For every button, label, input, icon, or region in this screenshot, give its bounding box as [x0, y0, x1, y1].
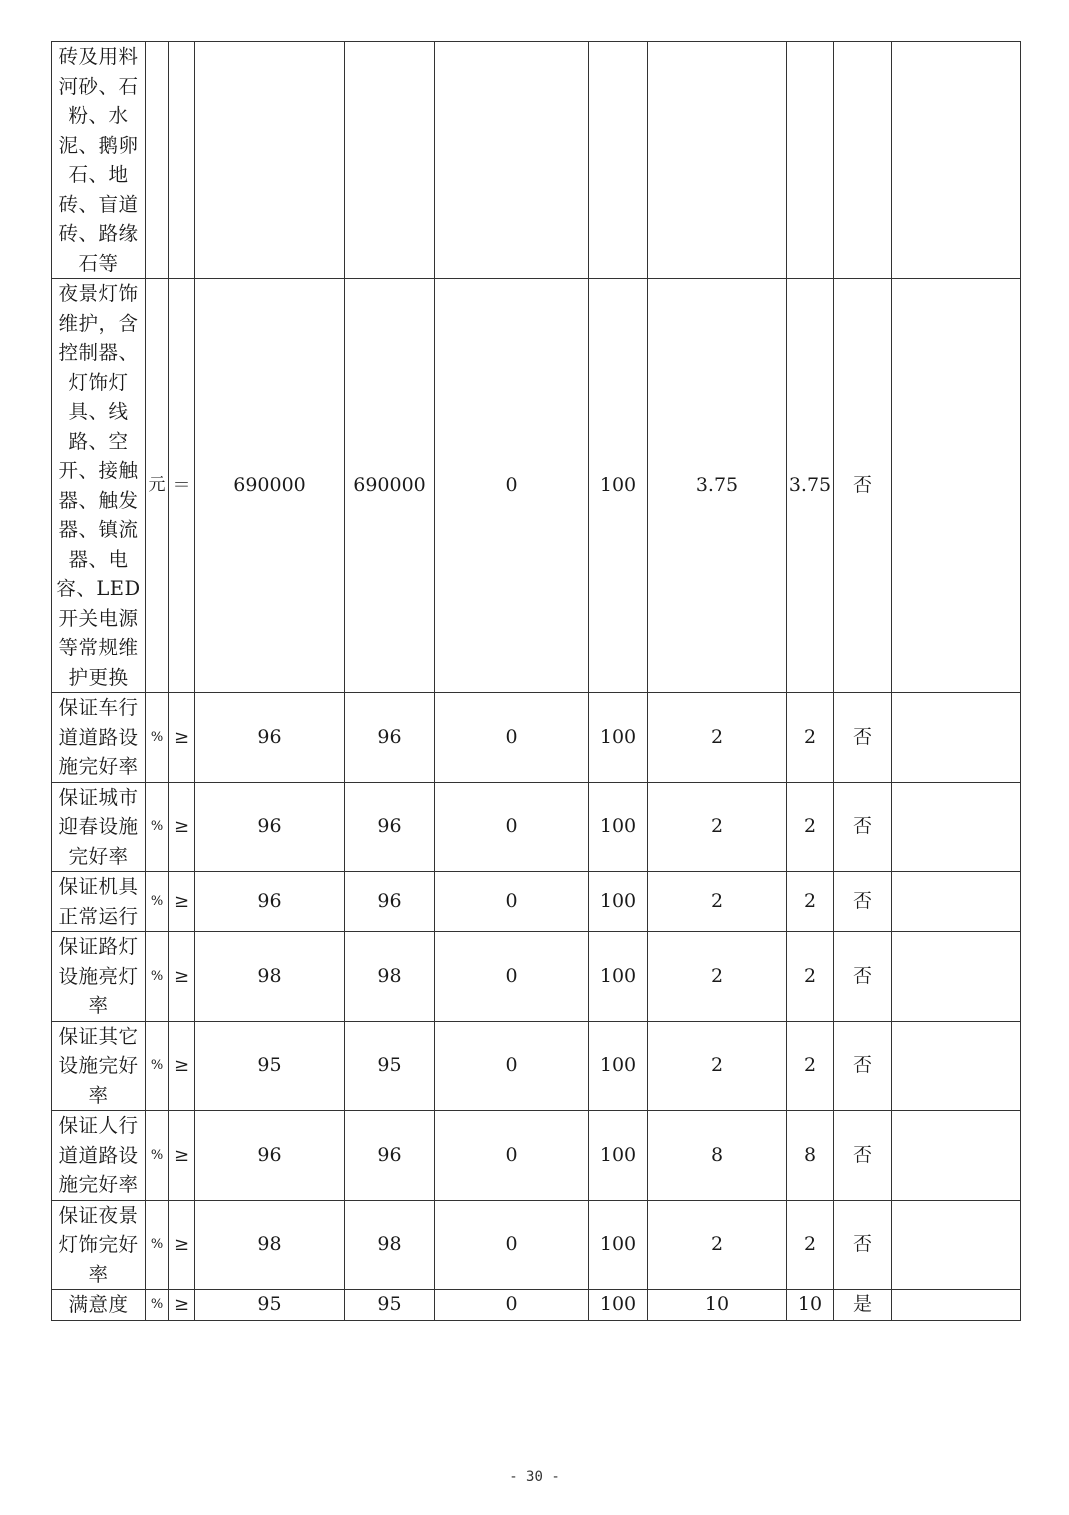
target-value: 96 [195, 872, 345, 932]
unit-cell: % [146, 1111, 169, 1201]
operator-cell [169, 42, 195, 279]
remark-cell [892, 1021, 1021, 1111]
table-row [52, 1200, 1021, 1290]
table-row [52, 1111, 1021, 1201]
table-row [52, 1290, 1021, 1321]
target-value: 95 [195, 1290, 345, 1321]
unit-cell: % [146, 1200, 169, 1290]
table-row [52, 42, 1021, 279]
remark-cell [892, 782, 1021, 872]
indicator-name: 保证其它设施完好率 [52, 1021, 146, 1111]
deviation-value: 0 [435, 872, 589, 932]
table-row [52, 932, 1021, 1022]
remark-cell [892, 932, 1021, 1022]
target-value [195, 42, 345, 279]
completion-value: 100 [589, 279, 648, 693]
target-value: 95 [195, 1021, 345, 1111]
completion-value: 100 [589, 1200, 648, 1290]
unit-cell: % [146, 872, 169, 932]
score-value: 3.75 [787, 279, 834, 693]
deviation-value: 0 [435, 1021, 589, 1111]
actual-value: 690000 [345, 279, 435, 693]
weight-value: 2 [648, 693, 787, 783]
operator-cell: ≥ [169, 782, 195, 872]
remark-cell [892, 872, 1021, 932]
remark-cell [892, 279, 1021, 693]
score-value: 2 [787, 693, 834, 783]
completion-value [589, 42, 648, 279]
actual-value [345, 42, 435, 279]
score-value: 2 [787, 1200, 834, 1290]
score-value [787, 42, 834, 279]
deviation-value [435, 42, 589, 279]
weight-value: 2 [648, 1021, 787, 1111]
operator-cell: ≥ [169, 932, 195, 1022]
operator-cell: ≥ [169, 1290, 195, 1321]
core-indicator-flag: 否 [834, 1111, 892, 1201]
completion-value: 100 [589, 932, 648, 1022]
table-row [52, 693, 1021, 783]
weight-value: 3.75 [648, 279, 787, 693]
core-indicator-flag: 否 [834, 1021, 892, 1111]
operator-cell: ≥ [169, 872, 195, 932]
core-indicator-flag: 否 [834, 1200, 892, 1290]
deviation-value: 0 [435, 1290, 589, 1321]
deviation-value: 0 [435, 782, 589, 872]
target-value: 98 [195, 1200, 345, 1290]
indicator-name: 保证夜景灯饰完好率 [52, 1200, 146, 1290]
table-row [52, 782, 1021, 872]
operator-cell: ≥ [169, 1200, 195, 1290]
core-indicator-flag: 是 [834, 1290, 892, 1321]
operator-cell: ≥ [169, 1111, 195, 1201]
indicator-name: 保证车行道道路设施完好率 [52, 693, 146, 783]
unit-cell: % [146, 1021, 169, 1111]
unit-cell [146, 42, 169, 279]
core-indicator-flag [834, 42, 892, 279]
remark-cell [892, 1200, 1021, 1290]
operator-cell: ≥ [169, 1021, 195, 1111]
weight-value: 2 [648, 782, 787, 872]
unit-cell: % [146, 1290, 169, 1321]
core-indicator-flag: 否 [834, 279, 892, 693]
indicator-name: 夜景灯饰维护，含控制器、灯饰灯具、线路、空开、接触器、触发器、镇流器、电容、LED开关电源等常规维护更换 [52, 279, 146, 693]
core-indicator-flag: 否 [834, 872, 892, 932]
target-value: 96 [195, 782, 345, 872]
target-value: 690000 [195, 279, 345, 693]
weight-value [648, 42, 787, 279]
actual-value: 98 [345, 932, 435, 1022]
deviation-value: 0 [435, 1200, 589, 1290]
core-indicator-flag: 否 [834, 782, 892, 872]
score-value: 2 [787, 1021, 834, 1111]
table-row [52, 1021, 1021, 1111]
operator-cell: ＝ [169, 279, 195, 693]
score-value: 10 [787, 1290, 834, 1321]
table-row [52, 279, 1021, 693]
actual-value: 96 [345, 782, 435, 872]
completion-value: 100 [589, 782, 648, 872]
indicator-name: 保证城市迎春设施完好率 [52, 782, 146, 872]
completion-value: 100 [589, 693, 648, 783]
actual-value: 95 [345, 1290, 435, 1321]
indicator-name: 保证机具正常运行 [52, 872, 146, 932]
unit-cell: 元 [146, 279, 169, 693]
completion-value: 100 [589, 1021, 648, 1111]
indicator-name: 保证路灯设施亮灯率 [52, 932, 146, 1022]
remark-cell [892, 42, 1021, 279]
deviation-value: 0 [435, 932, 589, 1022]
weight-value: 2 [648, 932, 787, 1022]
completion-value: 100 [589, 1111, 648, 1201]
weight-value: 2 [648, 872, 787, 932]
deviation-value: 0 [435, 693, 589, 783]
target-value: 96 [195, 693, 345, 783]
weight-value: 8 [648, 1111, 787, 1201]
actual-value: 96 [345, 872, 435, 932]
completion-value: 100 [589, 872, 648, 932]
actual-value: 95 [345, 1021, 435, 1111]
score-value: 2 [787, 932, 834, 1022]
indicator-name: 砖及用料河砂、石粉、水泥、鹅卵石、地砖、盲道砖、路缘石等 [52, 42, 146, 279]
indicator-name: 保证人行道道路设施完好率 [52, 1111, 146, 1201]
unit-cell: % [146, 693, 169, 783]
target-value: 96 [195, 1111, 345, 1201]
remark-cell [892, 693, 1021, 783]
indicator-name: 满意度 [52, 1290, 146, 1321]
actual-value: 98 [345, 1200, 435, 1290]
core-indicator-flag: 否 [834, 932, 892, 1022]
target-value: 98 [195, 932, 345, 1022]
weight-value: 10 [648, 1290, 787, 1321]
score-value: 2 [787, 782, 834, 872]
remark-cell [892, 1111, 1021, 1201]
performance-table [51, 41, 1021, 1321]
unit-cell: % [146, 782, 169, 872]
score-value: 2 [787, 872, 834, 932]
deviation-value: 0 [435, 279, 589, 693]
score-value: 8 [787, 1111, 834, 1201]
weight-value: 2 [648, 1200, 787, 1290]
core-indicator-flag: 否 [834, 693, 892, 783]
table-row [52, 872, 1021, 932]
actual-value: 96 [345, 693, 435, 783]
completion-value: 100 [589, 1290, 648, 1321]
deviation-value: 0 [435, 1111, 589, 1201]
actual-value: 96 [345, 1111, 435, 1201]
unit-cell: % [146, 932, 169, 1022]
operator-cell: ≥ [169, 693, 195, 783]
page-number: - 30 - [509, 1469, 560, 1485]
remark-cell [892, 1290, 1021, 1321]
